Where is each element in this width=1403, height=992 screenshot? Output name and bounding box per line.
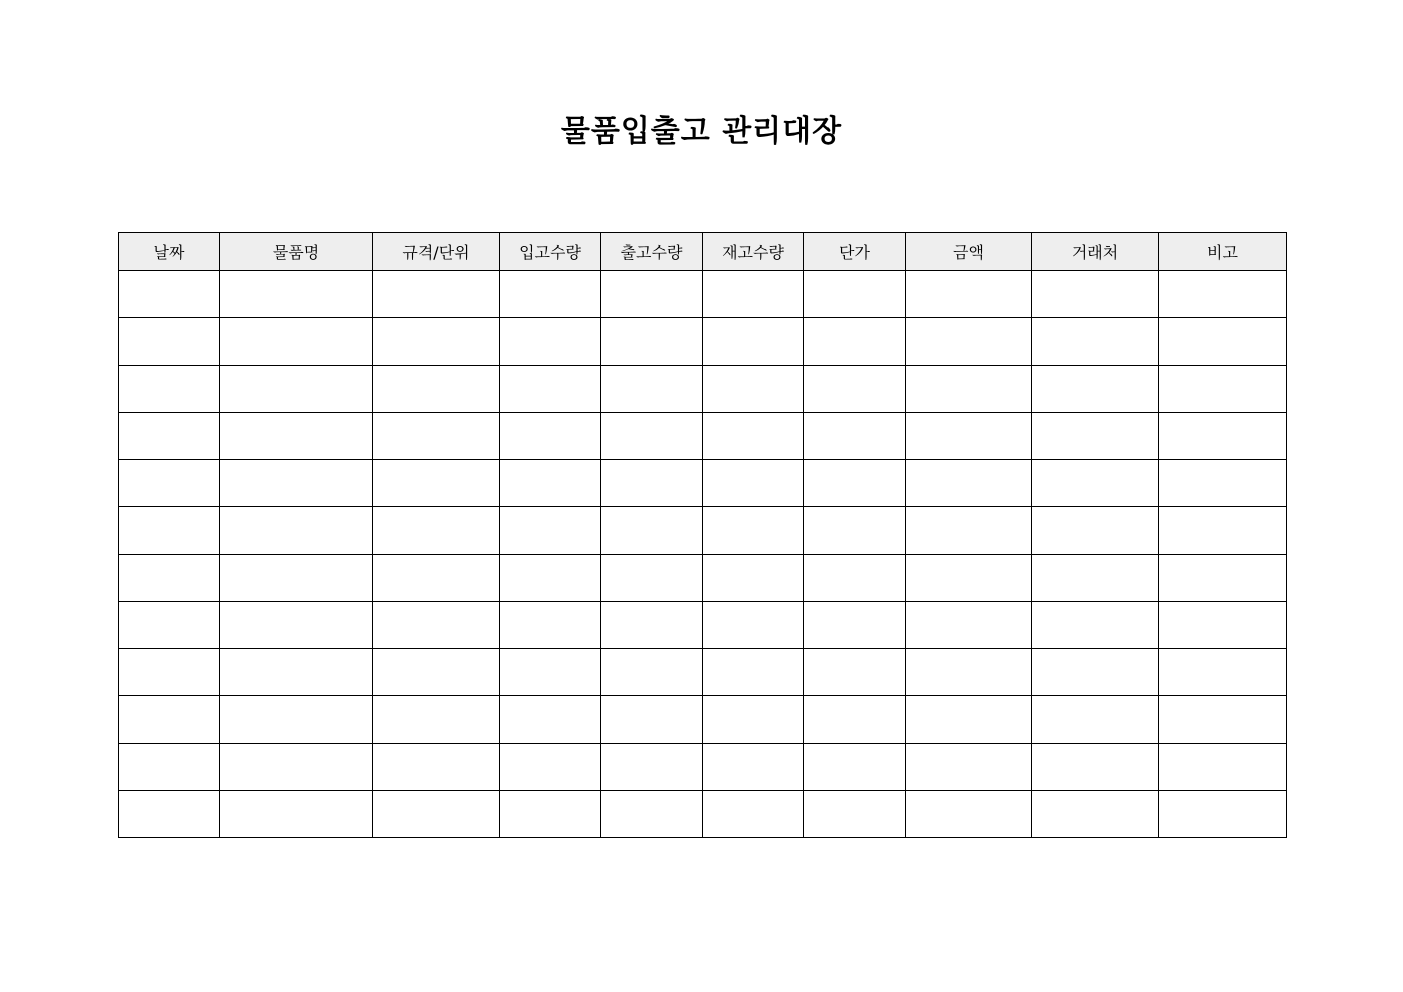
table-cell[interactable] [1159, 271, 1287, 318]
table-cell[interactable] [220, 318, 373, 365]
table-cell[interactable] [703, 601, 804, 648]
table-cell[interactable] [1032, 649, 1159, 696]
table-cell[interactable] [906, 696, 1032, 743]
table-cell[interactable] [220, 365, 373, 412]
table-cell[interactable] [220, 790, 373, 837]
table-row [119, 601, 1287, 648]
table-cell[interactable] [804, 460, 906, 507]
table-cell[interactable] [500, 507, 601, 554]
table-cell[interactable] [1032, 365, 1159, 412]
table-cell[interactable] [373, 790, 500, 837]
column-header-quantity-in: 입고수량 [500, 233, 601, 271]
table-cell[interactable] [601, 790, 703, 837]
table-cell[interactable] [906, 507, 1032, 554]
table-cell[interactable] [703, 743, 804, 790]
table-cell[interactable] [601, 601, 703, 648]
table-cell[interactable] [373, 696, 500, 743]
table-cell[interactable] [601, 649, 703, 696]
table-cell[interactable] [119, 365, 220, 412]
table-cell[interactable] [906, 649, 1032, 696]
table-cell[interactable] [906, 412, 1032, 459]
table-row [119, 790, 1287, 837]
table-cell[interactable] [804, 412, 906, 459]
table-cell[interactable] [1032, 743, 1159, 790]
table-cell[interactable] [1159, 412, 1287, 459]
table-cell[interactable] [1159, 318, 1287, 365]
column-header-date: 날짜 [119, 233, 220, 271]
table-cell[interactable] [703, 696, 804, 743]
table-cell[interactable] [373, 507, 500, 554]
table-cell[interactable] [1032, 412, 1159, 459]
table-cell[interactable] [601, 318, 703, 365]
table-cell[interactable] [373, 365, 500, 412]
header-row [119, 233, 1287, 271]
table-cell[interactable] [500, 696, 601, 743]
table-cell[interactable] [500, 649, 601, 696]
table-cell[interactable] [119, 790, 220, 837]
table-cell[interactable] [804, 743, 906, 790]
table-cell[interactable] [1159, 554, 1287, 601]
table-cell[interactable] [500, 601, 601, 648]
table-cell[interactable] [804, 790, 906, 837]
table-cell[interactable] [703, 412, 804, 459]
table-cell[interactable] [906, 318, 1032, 365]
table-cell[interactable] [804, 271, 906, 318]
table-cell[interactable] [1032, 790, 1159, 837]
table-cell[interactable] [601, 696, 703, 743]
table-cell[interactable] [804, 318, 906, 365]
table-cell[interactable] [703, 649, 804, 696]
table-cell[interactable] [119, 271, 220, 318]
table-cell[interactable] [500, 365, 601, 412]
table-cell[interactable] [1032, 601, 1159, 648]
table-cell[interactable] [1032, 554, 1159, 601]
table-cell[interactable] [601, 554, 703, 601]
table-cell[interactable] [119, 507, 220, 554]
table-cell[interactable] [804, 696, 906, 743]
table-cell[interactable] [1032, 271, 1159, 318]
table-row [119, 554, 1287, 601]
table-cell[interactable] [119, 649, 220, 696]
table-cell[interactable] [220, 271, 373, 318]
table-cell[interactable] [1159, 507, 1287, 554]
table-cell[interactable] [1159, 365, 1287, 412]
table-cell[interactable] [906, 460, 1032, 507]
table-cell[interactable] [601, 460, 703, 507]
table-cell[interactable] [500, 318, 601, 365]
table-cell[interactable] [804, 601, 906, 648]
table-cell[interactable] [703, 507, 804, 554]
table-cell[interactable] [373, 649, 500, 696]
table-cell[interactable] [373, 554, 500, 601]
table-row [119, 696, 1287, 743]
table-cell[interactable] [1159, 460, 1287, 507]
table-cell[interactable] [1032, 507, 1159, 554]
table-cell[interactable] [906, 554, 1032, 601]
table-cell[interactable] [500, 460, 601, 507]
table-cell[interactable] [119, 601, 220, 648]
table-cell[interactable] [601, 365, 703, 412]
table-cell[interactable] [220, 649, 373, 696]
table-cell[interactable] [220, 460, 373, 507]
table-cell[interactable] [906, 743, 1032, 790]
table-cell[interactable] [804, 365, 906, 412]
column-header-spec-unit: 규격/단위 [373, 233, 500, 271]
table-cell[interactable] [220, 696, 373, 743]
table-cell[interactable] [703, 365, 804, 412]
table-cell[interactable] [373, 271, 500, 318]
table-cell[interactable] [119, 696, 220, 743]
table-cell[interactable] [804, 649, 906, 696]
table-cell[interactable] [1159, 743, 1287, 790]
table-cell[interactable] [220, 554, 373, 601]
table-cell[interactable] [1159, 696, 1287, 743]
table-cell[interactable] [906, 790, 1032, 837]
table-cell[interactable] [373, 601, 500, 648]
table-cell[interactable] [601, 743, 703, 790]
table-cell[interactable] [906, 271, 1032, 318]
table-cell[interactable] [1159, 601, 1287, 648]
table-cell[interactable] [601, 412, 703, 459]
table-row [119, 743, 1287, 790]
table-cell[interactable] [906, 601, 1032, 648]
column-header-stock-quantity: 재고수량 [703, 233, 804, 271]
table-cell[interactable] [119, 412, 220, 459]
table-cell[interactable] [220, 601, 373, 648]
table-cell[interactable] [906, 365, 1032, 412]
table-cell[interactable] [119, 460, 220, 507]
table-cell[interactable] [1159, 790, 1287, 837]
table-cell[interactable] [373, 743, 500, 790]
table-cell[interactable] [500, 790, 601, 837]
column-header-vendor: 거래처 [1032, 233, 1159, 271]
table-cell[interactable] [500, 412, 601, 459]
table-cell[interactable] [804, 507, 906, 554]
table-row [119, 460, 1287, 507]
column-header-remarks: 비고 [1159, 233, 1287, 271]
table-cell[interactable] [804, 554, 906, 601]
table-cell[interactable] [1159, 649, 1287, 696]
table-cell[interactable] [220, 507, 373, 554]
table-cell[interactable] [703, 460, 804, 507]
column-header-quantity-out: 출고수량 [601, 233, 703, 271]
table-cell[interactable] [1032, 696, 1159, 743]
table-cell[interactable] [500, 743, 601, 790]
table-cell[interactable] [1032, 318, 1159, 365]
table-row [119, 412, 1287, 459]
table-body [119, 271, 1287, 838]
table-cell[interactable] [703, 790, 804, 837]
table-row [119, 649, 1287, 696]
table-row [119, 507, 1287, 554]
table-row [119, 318, 1287, 365]
table-cell[interactable] [373, 318, 500, 365]
table-cell[interactable] [703, 318, 804, 365]
table-cell[interactable] [500, 554, 601, 601]
table-row [119, 271, 1287, 318]
table-cell[interactable] [373, 412, 500, 459]
table-cell[interactable] [119, 554, 220, 601]
table-cell[interactable] [1032, 460, 1159, 507]
table-cell[interactable] [601, 507, 703, 554]
table-cell[interactable] [703, 554, 804, 601]
table-cell[interactable] [500, 271, 601, 318]
table-cell[interactable] [703, 271, 804, 318]
column-header-unit-price: 단가 [804, 233, 906, 271]
table-cell[interactable] [119, 318, 220, 365]
page-title: 물품입출고 관리대장 [560, 114, 843, 149]
table-cell[interactable] [220, 412, 373, 459]
table-cell[interactable] [119, 743, 220, 790]
table-cell[interactable] [601, 271, 703, 318]
column-header-amount: 금액 [906, 233, 1032, 271]
table-row [119, 365, 1287, 412]
table-cell[interactable] [220, 743, 373, 790]
column-header-item-name: 물품명 [220, 233, 373, 271]
table-cell[interactable] [373, 460, 500, 507]
ledger-table [118, 232, 1287, 838]
